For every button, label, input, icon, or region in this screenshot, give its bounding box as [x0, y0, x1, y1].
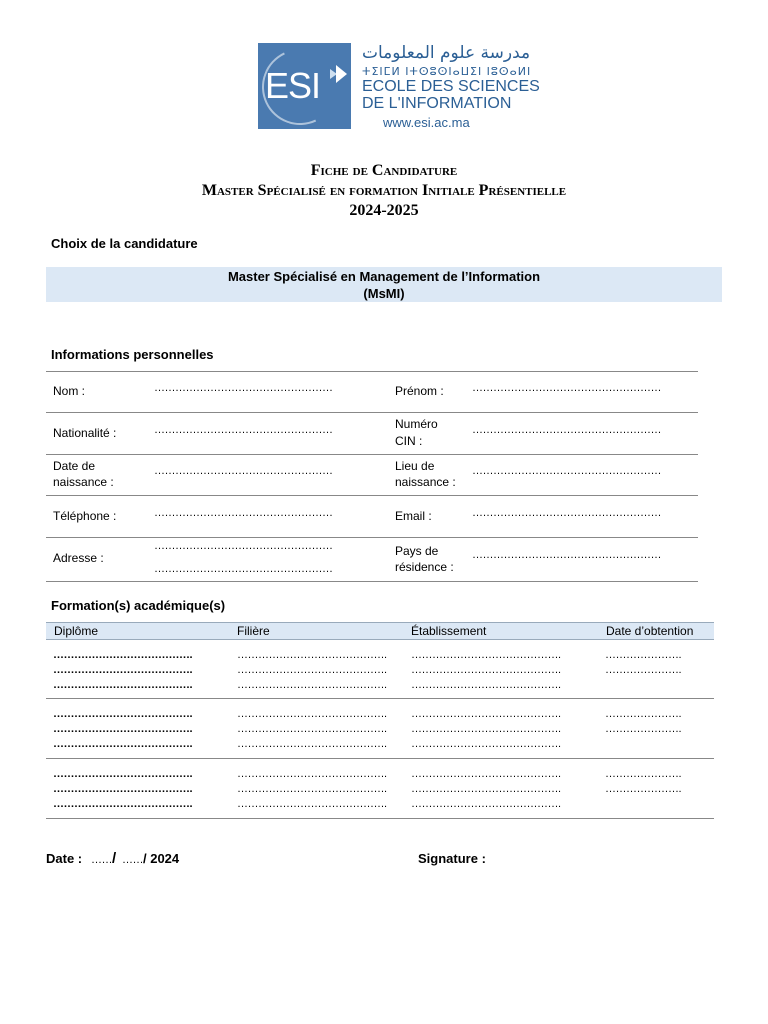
lieu-field[interactable]: ……………………………………………… [472, 465, 661, 477]
etablissement-field[interactable]: ……………………………………. [411, 723, 561, 735]
filiere-field[interactable]: ……………………………………. [237, 768, 387, 780]
telephone-label: Téléphone : [53, 509, 117, 523]
filiere-field[interactable]: ……………………………………. [237, 664, 387, 676]
filiere-field[interactable]: ……………………………………. [237, 798, 387, 810]
nationalite-label: Nationalité : [53, 426, 117, 440]
naissance-label-line1: Date de [53, 459, 96, 473]
logo-tifinagh-text: ⵜⵉⵏⵎⵍ ⵏⵜⵙⵓⵙⵏⴰⵡⵉⵏ ⵏⵓⵙⴰⵍⵏ [362, 65, 532, 78]
lieu-label-line2: naissance : [395, 475, 456, 489]
divider [46, 495, 698, 496]
choice-label: Choix de la candidature [51, 236, 198, 251]
filiere-field[interactable]: ……………………………………. [237, 738, 387, 750]
diplome-field[interactable]: …………………………………. [53, 679, 193, 691]
logo-emblem [258, 43, 351, 129]
etablissement-field[interactable]: ……………………………………. [411, 708, 561, 720]
divider [46, 412, 698, 413]
etablissement-field[interactable]: ……………………………………. [411, 679, 561, 691]
telephone-field[interactable]: …………………………………………… [154, 507, 333, 519]
naissance-field[interactable]: …………………………………………… [154, 465, 333, 477]
divider [46, 698, 714, 699]
adresse-field-line1[interactable]: …………………………………………… [154, 540, 333, 552]
etablissement-field[interactable]: ……………………………………. [411, 798, 561, 810]
divider [46, 537, 698, 538]
date-label: Date : [46, 851, 83, 866]
date-day-field[interactable]: …… [91, 854, 112, 866]
signature-label: Signature : [418, 851, 486, 866]
lieu-label-line1: Lieu de [395, 459, 435, 473]
title-line1: Fiche de Candidature [310, 162, 458, 179]
diplome-field[interactable]: …………………………………. [53, 664, 193, 676]
cin-label-line2: CIN : [395, 434, 423, 448]
prenom-field[interactable]: ……………………………………………… [472, 382, 661, 394]
divider [46, 371, 698, 372]
filiere-field[interactable]: ……………………………………. [237, 679, 387, 691]
program-code: (MsMI) [363, 286, 405, 301]
date-field[interactable]: …………………. [605, 723, 682, 735]
diplome-field[interactable]: …………………………………. [53, 708, 193, 720]
logo-name-line1: ECOLE DES SCIENCES [362, 78, 540, 95]
diplome-field[interactable]: …………………………………. [53, 768, 193, 780]
filiere-field[interactable]: ……………………………………. [237, 649, 387, 661]
email-label: Email : [395, 509, 432, 523]
cin-label-line1: Numéro [395, 417, 438, 431]
col-diplome: Diplôme [54, 624, 99, 638]
nom-label: Nom : [53, 384, 86, 398]
pays-label-line2: résidence : [395, 560, 454, 574]
cin-field[interactable]: ……………………………………………… [472, 424, 661, 436]
divider [46, 758, 714, 759]
date-slash: / [112, 850, 117, 867]
program-band [46, 267, 722, 302]
logo-name-line2: DE L'INFORMATION [362, 95, 512, 112]
col-filiere: Filière [237, 624, 270, 638]
etablissement-field[interactable]: ……………………………………. [411, 768, 561, 780]
date-field[interactable]: …………………. [605, 708, 682, 720]
divider [46, 581, 698, 582]
logo-acronym: ESI [265, 65, 321, 106]
date-year: / 2024 [143, 851, 180, 866]
nationalite-field[interactable]: …………………………………………… [154, 424, 333, 436]
diplome-field[interactable]: …………………………………. [53, 798, 193, 810]
adresse-field-line2[interactable]: …………………………………………… [154, 563, 333, 575]
title-line2: Master Spécialisé en formation Initiale Présentielle [201, 182, 567, 199]
filiere-field[interactable]: ……………………………………. [237, 708, 387, 720]
date-field[interactable]: …………………. [605, 783, 682, 795]
logo-arabic-text: مدرسة علوم المعلومات [362, 43, 531, 63]
etablissement-field[interactable]: ……………………………………. [411, 738, 561, 750]
esi-logo [258, 43, 540, 131]
divider [46, 818, 714, 819]
prenom-label: Prénom : [395, 384, 444, 398]
date-month-field[interactable]: …… [122, 854, 143, 866]
pays-label-line1: Pays de [395, 544, 439, 558]
date-field[interactable]: …………………. [605, 768, 682, 780]
filiere-field[interactable]: ……………………………………. [237, 723, 387, 735]
etablissement-field[interactable]: ……………………………………. [411, 664, 561, 676]
title-line3: 2024-2025 [349, 202, 419, 219]
divider [46, 454, 698, 455]
date-field[interactable]: …………………. [605, 649, 682, 661]
logo-arrow-icon-2 [336, 65, 347, 83]
nom-field[interactable]: …………………………………………… [154, 382, 333, 394]
date-field[interactable]: …………………. [605, 664, 682, 676]
etablissement-field[interactable]: ……………………………………. [411, 783, 561, 795]
diplome-field[interactable]: …………………………………. [53, 649, 193, 661]
col-date: Date d’obtention [606, 624, 694, 638]
academic-table-header [46, 622, 714, 640]
naissance-label-line2: naissance : [53, 475, 114, 489]
etablissement-field[interactable]: ……………………………………. [411, 649, 561, 661]
filiere-field[interactable]: ……………………………………. [237, 783, 387, 795]
personal-label: Informations personnelles [51, 347, 214, 362]
diplome-field[interactable]: …………………………………. [53, 783, 193, 795]
adresse-label: Adresse : [53, 551, 104, 565]
email-field[interactable]: ……………………………………………… [472, 507, 661, 519]
pays-field[interactable]: ……………………………………………… [472, 549, 661, 561]
academic-label: Formation(s) académique(s) [51, 598, 226, 613]
logo-url: www.esi.ac.ma [383, 115, 470, 130]
diplome-field[interactable]: …………………………………. [53, 723, 193, 735]
col-etablissement: Établissement [411, 624, 487, 638]
diplome-field[interactable]: …………………………………. [53, 738, 193, 750]
program-name: Master Spécialisé en Management de l’Information [227, 269, 541, 284]
